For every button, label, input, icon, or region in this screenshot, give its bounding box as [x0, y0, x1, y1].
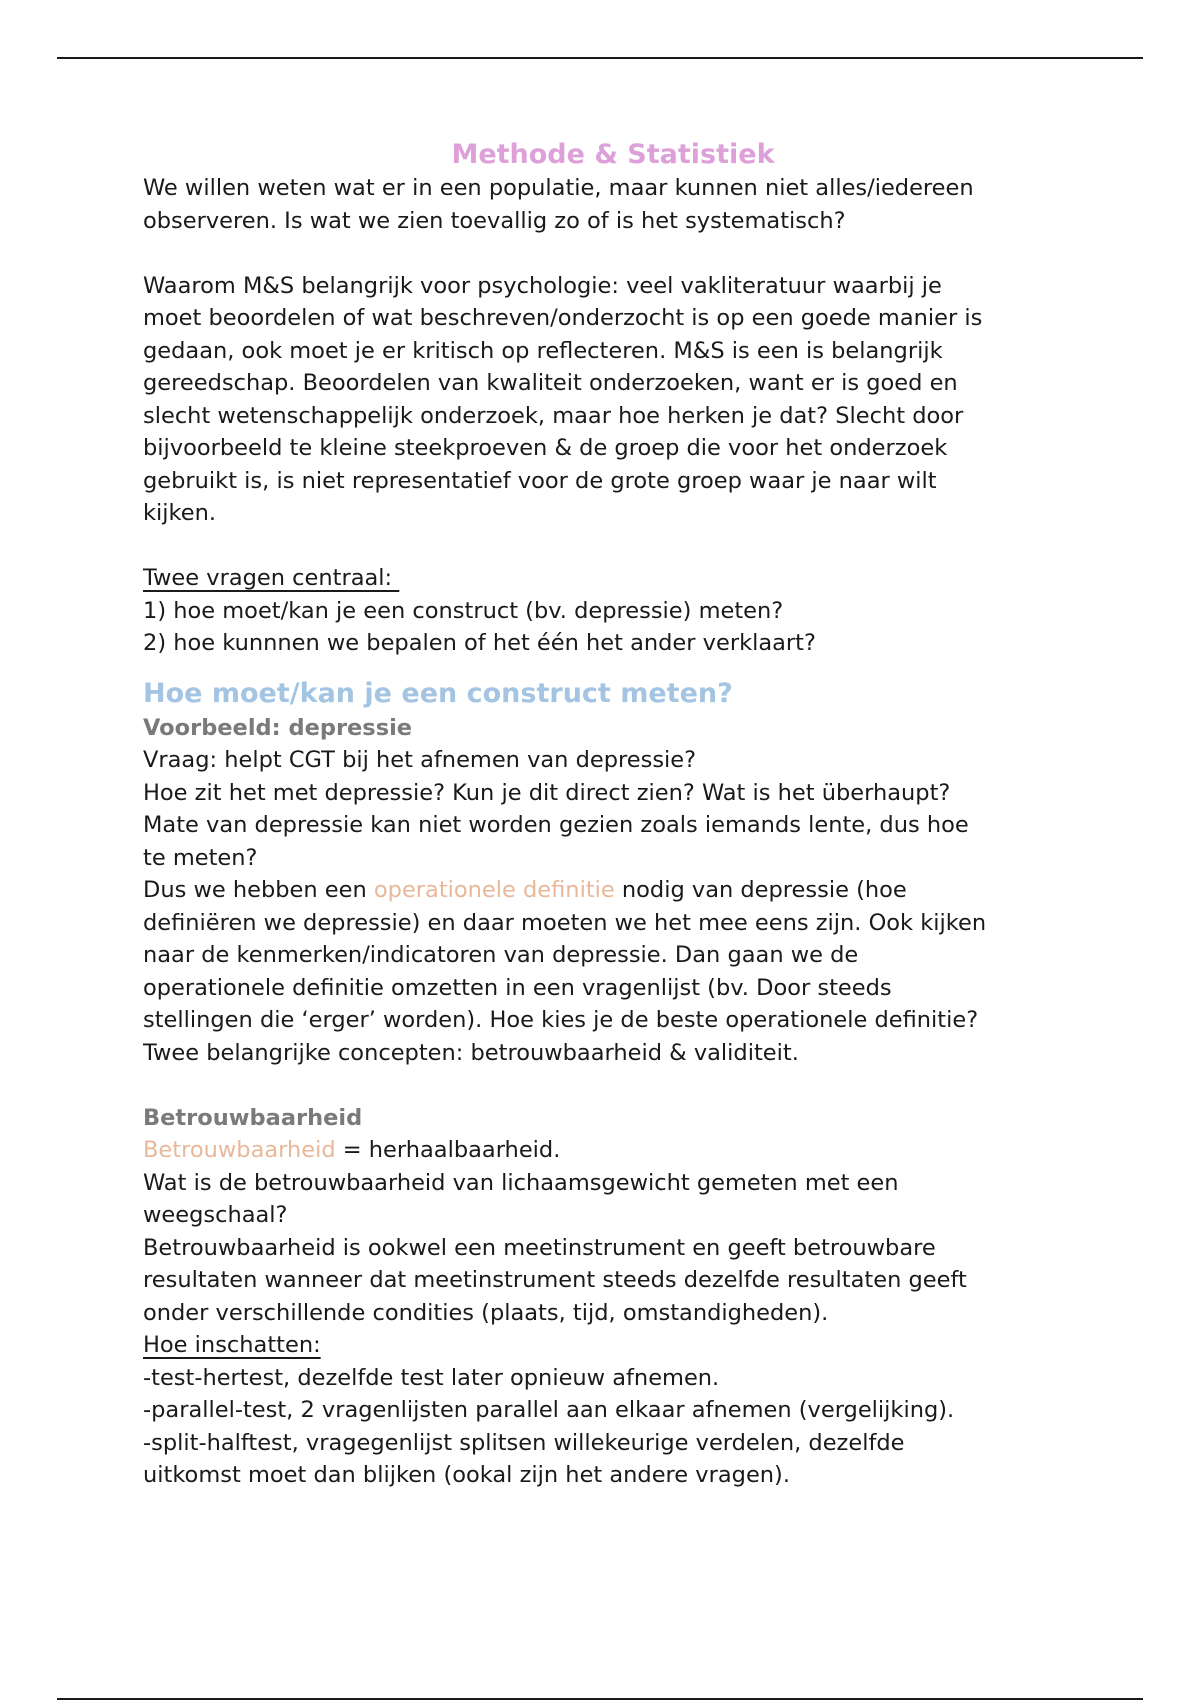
intro-line: We willen weten wat er in een populatie, maar kunnen niet alles/iedereen: [143, 175, 974, 201]
section1-line: operationele definitie omzetten in een vragenlijst (bv. Door steeds: [143, 974, 892, 1001]
section2-line: resultaten wanneer dat meetinstrument steeds dezelfde resultaten geeft: [143, 1267, 967, 1293]
central-question-item: 2) hoe kunnnen we bepalen of het één het ander verklaart?: [143, 630, 816, 656]
importance-line: kijken.: [143, 500, 217, 526]
importance-line: slecht wetenschappelijk onderzoek, maar hoe herken je dat? Slecht door: [143, 402, 964, 429]
estimate-label: [143, 1329, 1083, 1362]
subheading-reliability: Betrouwbaarheid: [143, 1104, 363, 1131]
intro-paragraph: [143, 172, 1083, 237]
operational-definition-term: operationele definitie: [373, 877, 615, 903]
method-item: -parallel-test, 2 vragenlijsten parallel aan elkaar afnemen (vergelijking).: [143, 1397, 955, 1423]
section2-line: onder verschillende condities (plaats, tijd, omstandigheden).: [143, 1299, 829, 1326]
document-title: Methode & Statistiek: [451, 139, 775, 170]
importance-line: gereedschap. Beoordelen van kwaliteit onderzoeken, want er is goed en: [143, 370, 958, 396]
central-questions-label: [143, 562, 1083, 595]
importance-line: Waarom M&S belangrijk voor psychologie: veel vakliteratuur waarbij je: [143, 272, 942, 299]
section2-line: Wat is de betrouwbaarheid van lichaamsgewicht gemeten met een: [143, 1169, 899, 1196]
section1-line: Twee belangrijke concepten: betrouwbaarheid & validiteit.: [143, 1039, 799, 1066]
section1-line: definiëren we depressie) en daar moeten we het mee eens zijn. Ook kijken: [143, 909, 987, 936]
section2-line: Betrouwbaarheid is ookwel een meetinstrument en geeft betrouwbare: [143, 1234, 936, 1261]
central-questions-label-text: Twee vragen centraal:: [143, 565, 400, 591]
spacer: [143, 1069, 1083, 1102]
intro-line: observeren. Is wat we zien toevallig zo of is het systematisch?: [143, 207, 846, 234]
section1-line: naar de kenmerken/indicatoren van depressie. Dan gaan we de: [143, 942, 859, 968]
opdef-post: nodig van depressie (hoe: [614, 877, 907, 903]
method-item: -test-hertest, dezelfde test later opnieuw afnemen.: [143, 1364, 720, 1391]
method-item: -split-halftest, vragegenlijst splitsen willekeurige verdelen, dezelfde: [143, 1429, 905, 1456]
section1-line: Vraag: helpt CGT bij het afnemen van depressie?: [143, 747, 697, 773]
operational-definition-line: [143, 874, 1083, 907]
section1-line: te meten?: [143, 844, 258, 871]
central-question-item: 1) hoe moet/kan je een construct (bv. depressie) meten?: [143, 597, 784, 624]
subheading-depression-example: Voorbeeld: depressie: [143, 714, 413, 741]
importance-line: gebruikt is, is niet representatief voor de grote groep waar je naar wilt: [143, 467, 937, 494]
spacer: [143, 530, 1083, 563]
section1-line: Hoe zit het met depressie? Kun je dit direct zien? Wat is het überhaupt?: [143, 779, 951, 806]
importance-line: gedaan, ook moet je er kritisch op reflecteren. M&S is een is belangrijk: [143, 337, 943, 364]
importance-line: moet beoordelen of wat beschreven/onderzocht is op een goede manier is: [143, 305, 983, 331]
section1-line: stellingen die ‘erger’ worden). Hoe kies je de beste operationele definitie?: [143, 1007, 979, 1033]
reliability-definition: = herhaalbaarheid.: [335, 1137, 561, 1163]
section-heading-construct: Hoe moet/kan je een construct meten?: [143, 677, 733, 709]
reliability-term: Betrouwbaarheid: [143, 1137, 336, 1163]
estimate-label-text: Hoe inschatten:: [143, 1332, 321, 1358]
importance-line: bijvoorbeeld te kleine steekproeven & de groep die voor het onderzoek: [143, 435, 948, 461]
section1-line: Mate van depressie kan niet worden gezien zoals iemands lente, dus hoe: [143, 812, 969, 838]
spacer: [143, 237, 1083, 270]
opdef-pre: Dus we hebben een: [143, 877, 374, 903]
document-page: [143, 138, 1083, 1492]
top-rule: [57, 57, 1143, 59]
section2-line: weegschaal?: [143, 1202, 288, 1228]
method-item: uitkomst moet dan blijken (ookal zijn het andere vragen).: [143, 1462, 790, 1488]
reliability-definition-line: [143, 1134, 1083, 1167]
importance-paragraph: [143, 270, 1083, 530]
